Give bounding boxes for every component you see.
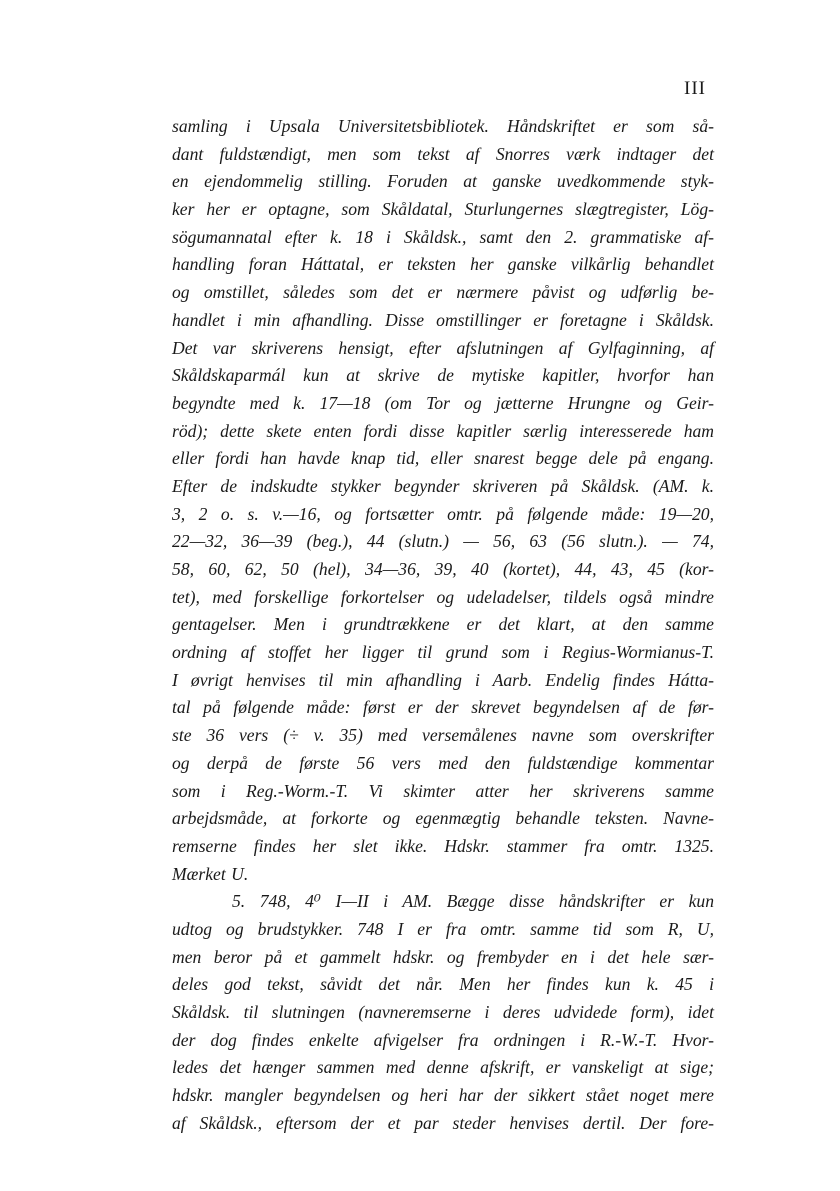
page-number: III — [684, 78, 706, 99]
text-line: 22—32, 36—39 (beg.), 44 (slutn.) — 56, 63 (56 slutn.). — 74, — [172, 531, 714, 552]
text-line: remserne findes her slet ikke. Hdskr. stammer fra omtr. 1325. — [172, 835, 714, 856]
text-line: handlet i min afhandling. Disse omstillinger er foretagne i Skåldsk. — [172, 309, 714, 330]
text-line: og derpå de første 56 vers med den fuldstændige kommentar — [172, 752, 714, 773]
text-line: dant fuldstændigt, men som tekst af Snorres værk indtager det — [172, 143, 714, 164]
text-line: udtog og brudstykker. 748 I er fra omtr. samme tid som R, U, — [172, 918, 714, 939]
text-line: hdskr. mangler begyndelsen og heri har der sikkert stået noget mere — [172, 1085, 714, 1106]
text-line: begyndte med k. 17—18 (om Tor og jætterne Hrungne og Geir- — [172, 392, 714, 413]
text-line: der dog findes enkelte afvigelser fra ordningen i R.-W.-T. Hvor- — [172, 1029, 714, 1050]
text-line: Mærket U. — [172, 863, 249, 884]
text-line: ker her er optagne, som Skåldatal, Sturlungernes slægtregister, Lög- — [172, 199, 714, 220]
text-line: gentagelser. Men i grundtrækkene er det klart, at den samme — [172, 614, 714, 635]
text-line: tet), med forskellige forkortelser og udeladelser, tildels også mindre — [172, 586, 714, 607]
body-text — [172, 113, 714, 1137]
text-line: og omstillet, således som det er nærmere påvist og udførlig be- — [172, 282, 714, 303]
text-line: handling foran Háttatal, er teksten her ganske vilkårlig behandlet — [172, 254, 714, 275]
text-line: 58, 60, 62, 50 (hel), 34—36, 39, 40 (kortet), 44, 43, 45 (kor- — [172, 559, 714, 579]
text-line: sögumannatal efter k. 18 i Skåldsk., samt den 2. grammatiske af- — [172, 226, 714, 247]
text-line: arbejdsmåde, at forkorte og egenmægtig behandle teksten. Navne- — [172, 808, 714, 829]
text-line: som i Reg.-Worm.-T. Vi skimter atter her skriverens samme — [172, 780, 714, 801]
text-line: en ejendommelig stilling. Foruden at ganske uvedkommende styk- — [172, 171, 714, 192]
text-line: Skåldskaparmál kun at skrive de mytiske kapitler, hvorfor han — [172, 365, 714, 386]
text-line: 3, 2 o. s. v.—16, og fortsætter omtr. på følgende måde: 19—20, — [172, 503, 714, 524]
text-line: 5. 748, 4⁰ I—II i AM. Bægge disse håndskrifter er kun — [232, 891, 714, 912]
text-line: samling i Upsala Universitetsbibliotek. Håndskriftet er som så- — [172, 116, 714, 136]
text-line: I øvrigt henvises til min afhandling i Aarb. Endelig findes Hátta- — [172, 669, 714, 690]
text-line: af Skåldsk., eftersom der et par steder henvises dertil. Der fore- — [172, 1112, 714, 1133]
text-line: deles god tekst, såvidt det når. Men her findes kun k. 45 i — [172, 974, 714, 995]
text-line: röd); dette skete enten fordi disse kapitler særlig interesserede ham — [172, 420, 714, 441]
text-line: men beror på et gammelt hdskr. og frembyder en i det hele sær- — [172, 946, 714, 967]
text-line: Efter de indskudte stykker begynder skriveren på Skåldsk. (AM. k. — [172, 475, 714, 496]
text-line: Det var skriverens hensigt, efter afslutningen af Gylfaginning, af — [172, 337, 714, 358]
text-line: ordning af stoffet her ligger til grund som i Regius-Wormianus-T. — [172, 642, 714, 663]
text-line: tal på følgende måde: først er der skrevet begyndelsen af de før- — [172, 697, 714, 718]
text-line: ledes det hænger sammen med denne afskrift, er vanskeligt at sige; — [172, 1057, 714, 1078]
text-line: eller fordi han havde knap tid, eller snarest begge dele på engang. — [172, 448, 714, 469]
text-line: ste 36 vers (÷ v. 35) med versemålenes navne som overskrifter — [172, 725, 714, 746]
text-line: Skåldsk. til slutningen (navneremserne i deres udvidede form), idet — [172, 1002, 714, 1022]
